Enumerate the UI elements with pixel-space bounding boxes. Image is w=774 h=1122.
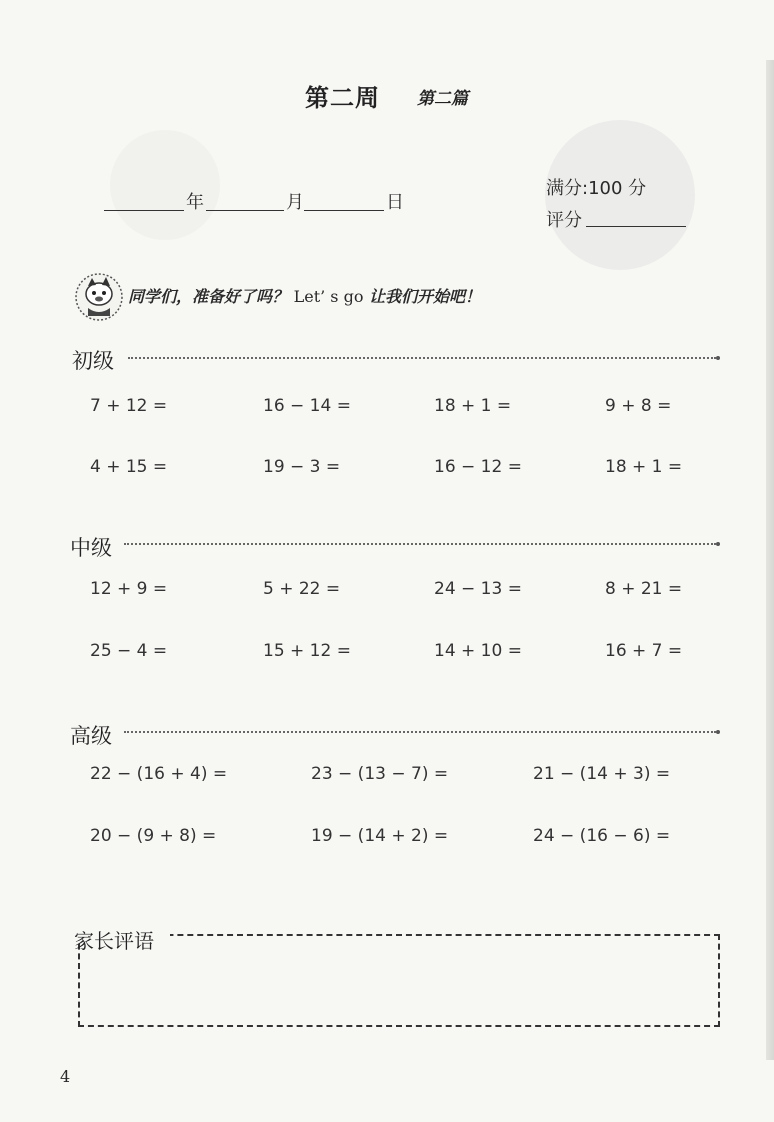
problem: 4 + 15 =	[90, 457, 168, 477]
month-label: 月	[286, 192, 304, 213]
intro-text-after: 让我们开始吧！	[369, 287, 482, 306]
background-watermark	[110, 130, 220, 240]
year-blank[interactable]	[104, 186, 184, 211]
section-divider-end	[716, 542, 720, 546]
page-subtitle: 第二篇	[417, 89, 468, 109]
comment-box[interactable]	[78, 934, 720, 1027]
problem: 23 − (13 − 7) =	[311, 764, 449, 784]
intro-text-latin: Let’ s go	[293, 287, 364, 306]
problem: 18 + 1 =	[434, 396, 512, 416]
score-blank[interactable]	[586, 226, 686, 227]
problem: 24 − 13 =	[434, 579, 522, 599]
mascot-icon	[74, 272, 124, 322]
problem: 18 + 1 =	[605, 457, 683, 477]
day-blank[interactable]	[304, 186, 384, 211]
section-divider	[124, 543, 716, 545]
problem: 19 − (14 + 2) =	[311, 826, 449, 846]
problem: 20 − (9 + 8) =	[90, 826, 217, 846]
problem: 16 + 7 =	[605, 641, 683, 661]
problem: 19 − 3 =	[263, 457, 341, 477]
section-title-advanced: 高级	[70, 724, 112, 748]
problem: 25 − 4 =	[90, 641, 168, 661]
section-title-intermediate: 中级	[70, 536, 112, 560]
problem: 7 + 12 =	[90, 396, 168, 416]
year-label: 年	[186, 192, 204, 213]
section-divider	[128, 357, 716, 359]
problem: 21 − (14 + 3) =	[533, 764, 671, 784]
section-divider-end	[716, 356, 720, 360]
page-number: 4	[60, 1067, 71, 1086]
problem: 22 − (16 + 4) =	[90, 764, 228, 784]
problem: 15 + 12 =	[263, 641, 351, 661]
month-blank[interactable]	[206, 186, 284, 211]
section-divider	[124, 731, 716, 733]
problem: 16 − 14 =	[263, 396, 351, 416]
problem: 14 + 10 =	[434, 641, 522, 661]
problem: 16 − 12 =	[434, 457, 522, 477]
section-title-beginner: 初级	[72, 349, 114, 373]
score-label: 评分	[546, 210, 582, 231]
section-divider-end	[716, 730, 720, 734]
intro-text	[128, 284, 481, 307]
problem: 24 − (16 − 6) =	[533, 826, 671, 846]
problem: 5 + 22 =	[263, 579, 341, 599]
problem: 9 + 8 =	[605, 396, 672, 416]
comment-label: 家长评语	[74, 929, 154, 953]
page-edge-shadow	[766, 60, 774, 1060]
intro-text-before: 同学们，准备好了吗？	[128, 287, 289, 306]
problem: 8 + 21 =	[605, 579, 683, 599]
day-label: 日	[386, 192, 404, 213]
problem: 12 + 9 =	[90, 579, 168, 599]
page-title: 第二周	[305, 84, 380, 112]
full-score-label: 满分:100 分	[546, 178, 647, 199]
